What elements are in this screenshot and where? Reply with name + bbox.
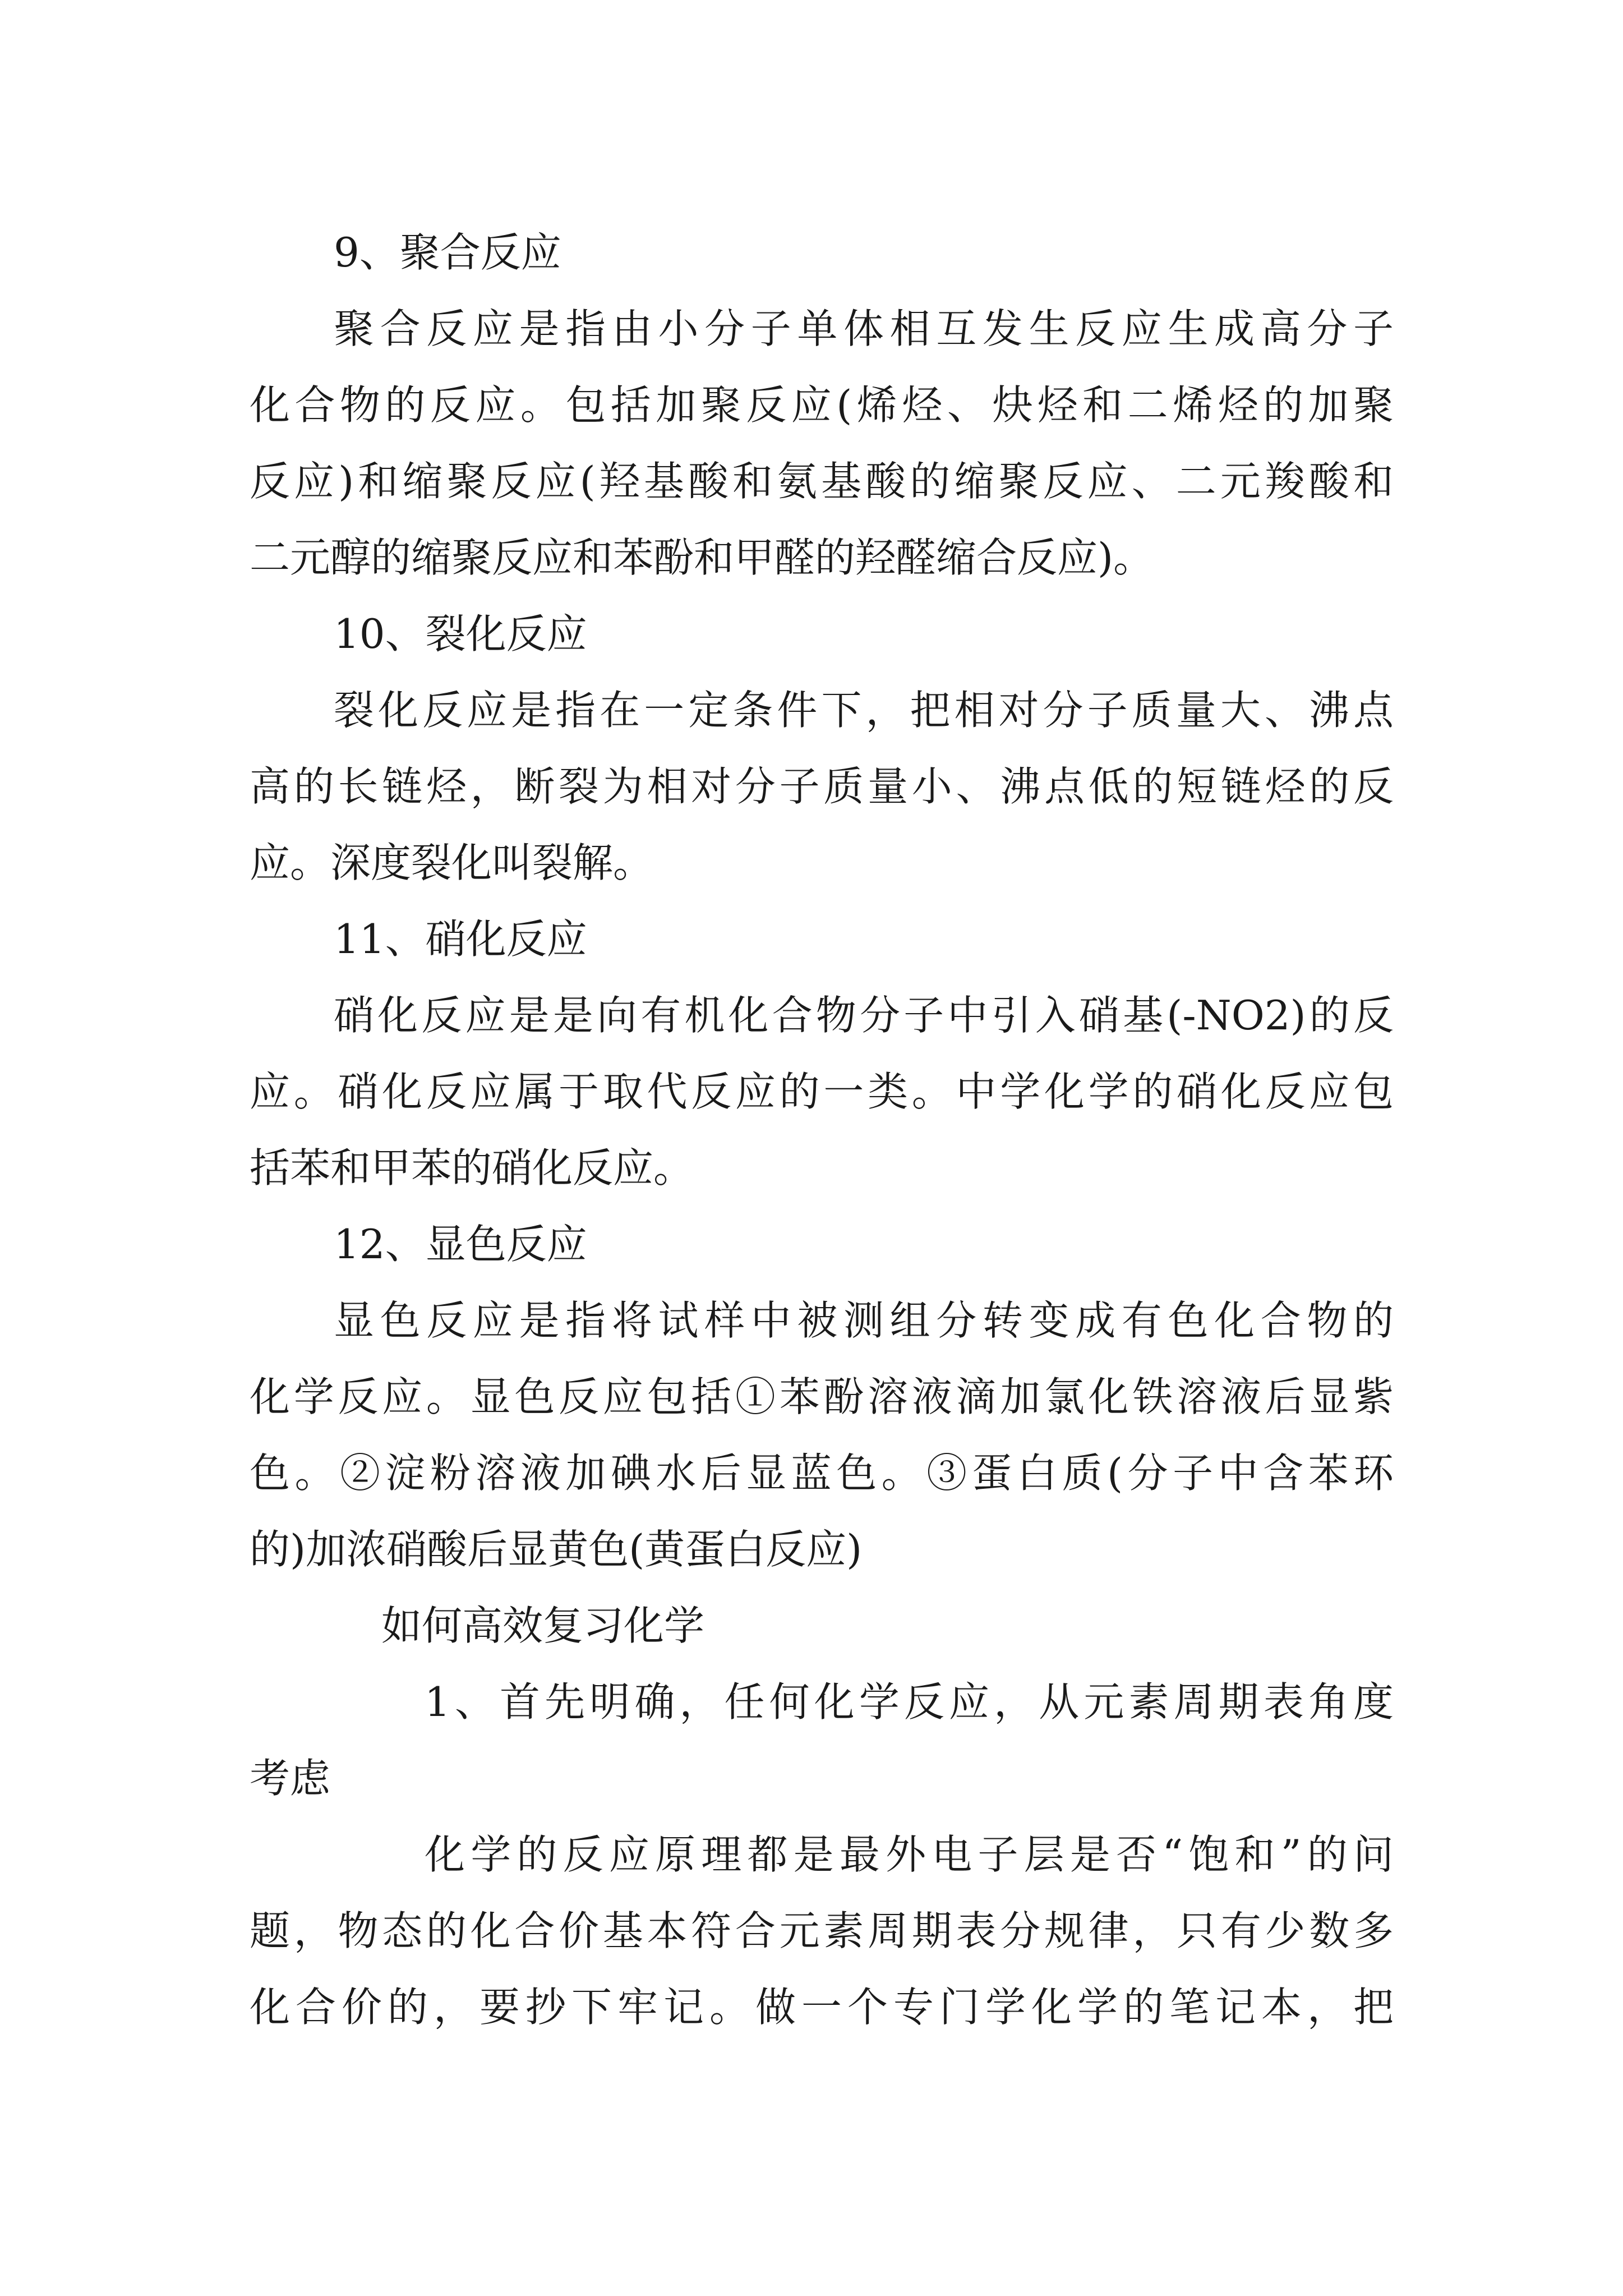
- paragraph-line: 化学反应。显色反应包括①苯酚溶液滴加氯化铁溶液后显紫: [250, 1373, 1394, 1420]
- paragraph-line: 应。深度裂化叫裂解。: [250, 839, 654, 886]
- paragraph-line: 色。②淀粉溶液加碘水后显蓝色。③蛋白质(分子中含苯环: [250, 1450, 1394, 1497]
- section-heading-polymerization: 9、聚合反应: [334, 229, 561, 276]
- document-body: [250, 214, 1394, 2045]
- paragraph-line: 高的长链烃，断裂为相对分子质量小、沸点低的短链烃的反: [250, 763, 1394, 810]
- section-heading-cracking: 10、裂化反应: [334, 610, 587, 657]
- paragraph-line: 化合价的，要抄下牢记。做一个专门学化学的笔记本，把: [250, 1984, 1394, 2031]
- paragraph-line: 化学的反应原理都是最外电子层是否“饱和”的问: [425, 1831, 1394, 1878]
- section-heading-nitration: 11、硝化反应: [334, 915, 587, 963]
- paragraph-line: 化合物的反应。包括加聚反应(烯烃、炔烃和二烯烃的加聚: [250, 381, 1394, 429]
- paragraph-line: 的)加浓硝酸后显黄色(黄蛋白反应): [250, 1526, 863, 1573]
- paragraph-line: 二元醇的缩聚反应和苯酚和甲醛的羟醛缩合反应)。: [250, 534, 1154, 581]
- section-title-review: 如何高效复习化学: [381, 1602, 705, 1649]
- paragraph-line: 反应)和缩聚反应(羟基酸和氨基酸的缩聚反应、二元羧酸和: [250, 458, 1394, 505]
- paragraph-line: 括苯和甲苯的硝化反应。: [250, 1144, 694, 1191]
- paragraph-line: 应。硝化反应属于取代反应的一类。中学化学的硝化反应包: [250, 1068, 1394, 1115]
- point-line: 1、首先明确，任何化学反应，从元素周期表角度: [425, 1678, 1394, 1726]
- section-heading-color-reaction: 12、显色反应: [334, 1221, 587, 1268]
- paragraph-line: 聚合反应是指由小分子单体相互发生反应生成高分子: [334, 305, 1394, 352]
- paragraph-line: 硝化反应是是向有机化合物分子中引入硝基(-NO2)的反: [334, 992, 1394, 1039]
- point-line: 考虑: [250, 1755, 331, 1802]
- paragraph-line: 题，物态的化合价基本符合元素周期表分规律，只有少数多: [250, 1907, 1394, 1954]
- paragraph-line: 显色反应是指将试样中被测组分转变成有色化合物的: [334, 1297, 1394, 1344]
- paragraph-line: 裂化反应是指在一定条件下，把相对分子质量大、沸点: [334, 687, 1394, 734]
